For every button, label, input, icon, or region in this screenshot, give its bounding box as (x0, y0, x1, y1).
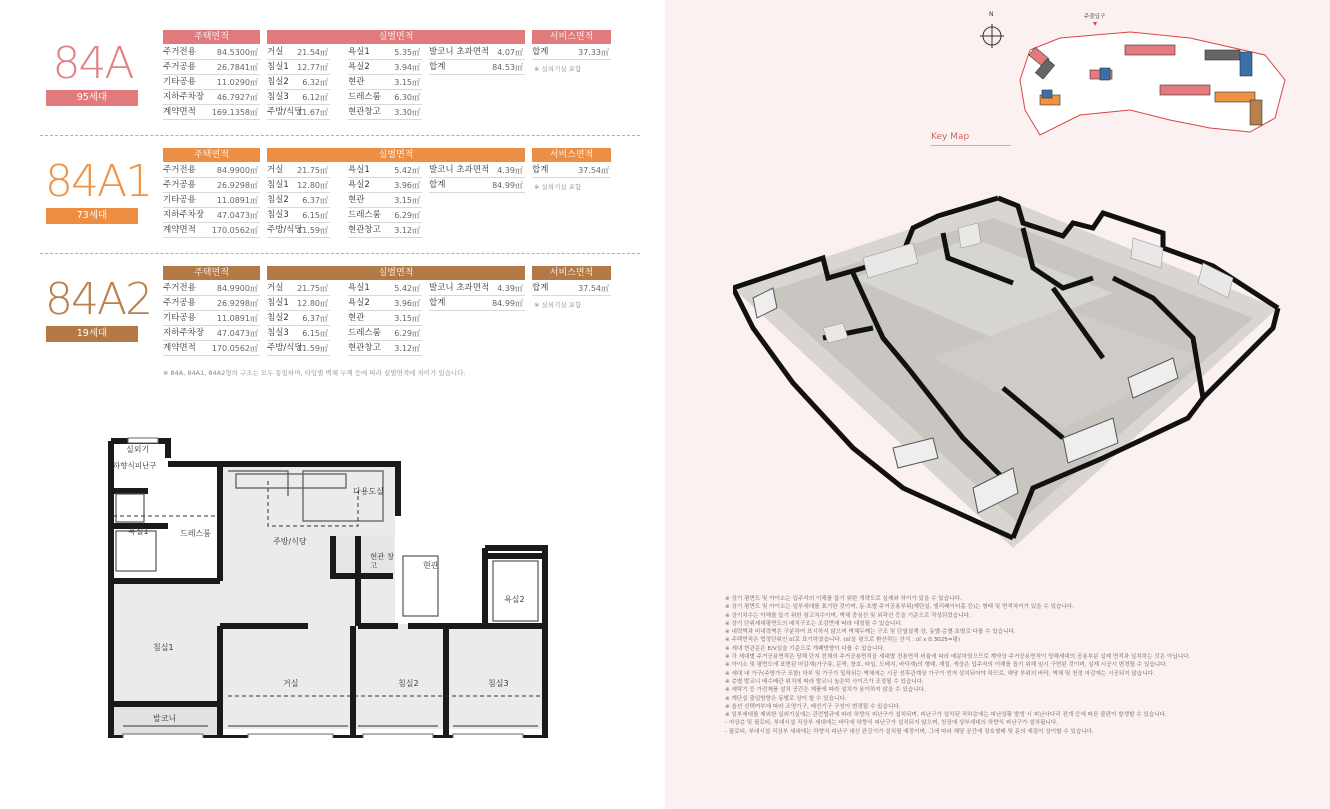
room-b-row (348, 178, 422, 193)
label-bath1: 욕실1 (128, 527, 149, 536)
room-a-label: 침실1 (267, 62, 289, 72)
label-evacuation: 하향식피난구 (113, 461, 157, 470)
room-a-row (267, 105, 330, 120)
note-line: ※ 내력벽과 비내력벽은 구분하여 표시하지 않으며 벽체두께는 구조 및 단열설계 상, 동별·층별·호별로 다를 수 있습니다. (725, 629, 1016, 636)
supply-label: 주거공용 (163, 180, 196, 190)
unit-type-name: 84A (52, 38, 133, 89)
room-a-value: 6.37㎡ (302, 314, 328, 323)
entrance-label: 주출입구 (1084, 14, 1106, 20)
key-map-title: Key Map (931, 132, 970, 142)
room-b-value: 3.15㎡ (394, 314, 420, 323)
note-line: ※ 세대 내 가구(주방가구 포함) 하부 및 가구가 밀착되는 벽체에는 시공 선후관계상 가구가 먼저 설치되어야 하므로, 해당 부위의 바닥, 벽체 및 천정 마감재는 시공되지 않습니다. (725, 670, 1155, 677)
room-b-value: 6.29㎡ (394, 329, 420, 338)
room-a-row (267, 223, 330, 238)
room-b-label: 욕실2 (348, 62, 370, 72)
room-b-row (348, 90, 422, 105)
room-b-label: 현관창고 (348, 225, 381, 235)
service-note: ※ 실외기실 포함 (534, 183, 582, 191)
room-a-label: 주방/식당 (267, 107, 303, 117)
room-c-label: 합계 (429, 298, 446, 308)
room-b-label: 욕실1 (348, 283, 370, 293)
supply-row (163, 223, 260, 238)
room-a-row (267, 75, 330, 90)
label-entry-storage: 현관 창고 (370, 552, 395, 570)
supply-row (163, 90, 260, 105)
room-b-value: 3.15㎡ (394, 78, 420, 87)
supply-label: 지하주차장 (163, 210, 205, 220)
room-b-value: 3.96㎡ (394, 299, 420, 308)
room-b-value: 5.35㎡ (394, 48, 420, 57)
supply-label: 기타공용 (163, 77, 196, 87)
households-badge: 19세대 (46, 326, 138, 342)
note-line: ※ 주택면적은 법정단위인 ㎡로 표기하였습니다. (㎡을 평으로 환산하는 산식 : ㎡ x 0.3025=평) (725, 637, 961, 644)
supply-value: 84.5300㎡ (216, 48, 258, 57)
room-c-value: 84.53㎡ (492, 63, 523, 72)
room-a-value: 11.59㎡ (297, 344, 328, 353)
room-b-label: 욕실1 (348, 165, 370, 175)
isometric-view (733, 188, 1293, 558)
note-line: ※ 상기치수는 이해를 돕기 위한 참고치수이며, 벽체 중심선 및 외곽선 등을 기준으로 작성되었습니다. (725, 612, 971, 619)
room-a-label: 침실3 (267, 92, 289, 102)
room-c-row (429, 45, 525, 60)
note-line: - 필로티, 부대시설 직상부 세대에는 하향식 피난구 대신 완강기가 설치될 예정이며, 그에 따라 해당 공간에 장호형태 및 문의 재질이 상이할 수 있습니다. (725, 728, 1094, 735)
supply-value: 11.0891㎡ (216, 196, 258, 205)
room-c-label: 발코니 초과면적 (429, 47, 490, 57)
header-supply: 주택면적 (163, 266, 260, 280)
room-b-label: 드레스룸 (348, 92, 381, 102)
supply-row (163, 193, 260, 208)
room-b-row (348, 311, 422, 326)
room-c-value: 4.07㎡ (497, 48, 523, 57)
room-b-label: 욕실2 (348, 180, 370, 190)
label-kitchen: 주방/식당 (273, 537, 307, 546)
room-a-row (267, 341, 330, 356)
room-a-value: 12.80㎡ (297, 299, 328, 308)
room-c-value: 4.39㎡ (497, 284, 523, 293)
supply-row (163, 60, 260, 75)
room-a-label: 침실1 (267, 298, 289, 308)
room-a-value: 11.59㎡ (297, 226, 328, 235)
room-a-label: 거실 (267, 165, 284, 175)
room-a-row (267, 45, 330, 60)
room-a-row (267, 60, 330, 75)
note-line: ※ 아이소 및 평면도에 표현된 마감재(가구류, 문짝, 창호, 타일, 도배지, 바닥재)의 형태, 재질, 색상은 입주자의 이해를 돕기 위해 임시 구현된 것이며, 실제 시공시 변경될 수 있습니다. (725, 662, 1168, 669)
room-a-label: 침실3 (267, 328, 289, 338)
key-map (930, 10, 1310, 150)
note-line: ※ 상기 평면도 및 아이소는 일부세대를 표기한 것이며, 동·호별 주거공용부위(계단실, 엘리베이터홀 등)는 형태 및 면적차이가 있을 수 있습니다. (725, 604, 1074, 611)
room-a-label: 침실2 (267, 313, 289, 323)
room-a-row (267, 163, 330, 178)
supply-label: 계약면적 (163, 107, 196, 117)
header-room: 실별면적 (267, 30, 525, 44)
room-b-row (348, 193, 422, 208)
header-supply: 주택면적 (163, 148, 260, 162)
room-c-row (429, 296, 525, 311)
room-b-label: 현관창고 (348, 343, 381, 353)
label-utility: 다용도실 (353, 487, 384, 496)
label-balcony: 발코니 (153, 714, 177, 723)
label-bath2: 욕실2 (504, 595, 525, 604)
room-b-label: 드레스룸 (348, 210, 381, 220)
service-label: 합계 (532, 283, 549, 293)
room-a-value: 11.67㎡ (297, 108, 328, 117)
label-dressroom: 드레스룸 (180, 529, 211, 538)
header-room: 실별면적 (267, 148, 525, 162)
unit-block (40, 30, 640, 130)
room-b-row (348, 105, 422, 120)
room-a-value: 6.15㎡ (302, 211, 328, 220)
room-b-label: 드레스룸 (348, 328, 381, 338)
supply-row (163, 178, 260, 193)
room-a-row (267, 208, 330, 223)
room-a-label: 주방/식당 (267, 343, 303, 353)
room-b-row (348, 60, 422, 75)
supply-label: 주거공용 (163, 62, 196, 72)
unit-block (40, 266, 640, 366)
notes (725, 595, 1325, 736)
room-b-value: 6.29㎡ (394, 211, 420, 220)
room-b-row (348, 208, 422, 223)
isometric-drawing (733, 188, 1293, 558)
room-b-row (348, 281, 422, 296)
supply-value: 11.0290㎡ (216, 78, 258, 87)
header-service: 서비스면적 (532, 266, 611, 280)
room-a-label: 침실1 (267, 180, 289, 190)
unit-type-name: 84A1 (45, 156, 152, 207)
supply-label: 주거전용 (163, 283, 196, 293)
key-map-drawing (930, 10, 1310, 150)
room-b-value: 3.15㎡ (394, 196, 420, 205)
label-outdoor-unit: 실외기 (126, 445, 150, 454)
note-line: ※ 세대 현관문은 E/V실을 기준으로 개폐방향이 다를 수 있습니다. (725, 645, 885, 652)
room-c-label: 발코니 초과면적 (429, 283, 490, 293)
room-a-label: 침실3 (267, 210, 289, 220)
unit-block (40, 148, 640, 248)
floor-plan (108, 436, 548, 738)
room-b-row (348, 75, 422, 90)
label-bed1: 침실1 (153, 643, 174, 652)
supply-value: 26.9298㎡ (216, 181, 258, 190)
room-c-row (429, 163, 525, 178)
supply-label: 주거전용 (163, 165, 196, 175)
note-line: ※ 옵션 선택여부에 따라 조명기구, 배선기구 구성이 변경될 수 있습니다. (725, 703, 901, 710)
supply-label: 계약면적 (163, 343, 196, 353)
supply-label: 계약면적 (163, 225, 196, 235)
supply-label: 지하주차장 (163, 92, 205, 102)
room-a-row (267, 281, 330, 296)
room-a-label: 거실 (267, 47, 284, 57)
header-service: 서비스면적 (532, 148, 611, 162)
floor-plan-drawing (108, 436, 548, 738)
room-b-value: 3.12㎡ (394, 344, 420, 353)
supply-row (163, 341, 260, 356)
note-line: ※ 계단실 출입방향은 동별로 상이 할 수 있습니다. (725, 695, 847, 702)
supply-label: 주거공용 (163, 298, 196, 308)
supply-value: 84.9900㎡ (216, 166, 258, 175)
service-row (532, 163, 611, 178)
supply-value: 47.0473㎡ (216, 329, 258, 338)
dashed-separator (40, 253, 640, 254)
room-b-row (348, 296, 422, 311)
supply-row (163, 296, 260, 311)
supply-value: 26.7841㎡ (216, 63, 258, 72)
supply-value: 11.0891㎡ (216, 314, 258, 323)
key-map-underline (931, 145, 1011, 146)
room-c-label: 발코니 초과면적 (429, 165, 490, 175)
service-label: 합계 (532, 165, 549, 175)
room-c-row (429, 178, 525, 193)
service-value: 37.54㎡ (578, 166, 609, 175)
room-a-label: 거실 (267, 283, 284, 293)
service-row (532, 281, 611, 296)
service-note: ※ 실외기실 포함 (534, 65, 582, 73)
note-line: ※ 상기 단위세대평면도의 배치구조는 조감면에 따라 대칭될 수 있습니다. (725, 620, 903, 627)
room-a-row (267, 193, 330, 208)
supply-row (163, 75, 260, 90)
room-b-label: 현관 (348, 77, 365, 87)
households-badge: 73세대 (46, 208, 138, 224)
room-a-label: 침실2 (267, 195, 289, 205)
supply-row (163, 163, 260, 178)
room-b-label: 현관 (348, 313, 365, 323)
supply-value: 170.0562㎡ (211, 226, 258, 235)
supply-row (163, 45, 260, 60)
room-a-value: 21.75㎡ (297, 284, 328, 293)
room-b-value: 5.42㎡ (394, 166, 420, 175)
room-a-value: 21.75㎡ (297, 166, 328, 175)
room-b-row (348, 326, 422, 341)
header-service: 서비스면적 (532, 30, 611, 44)
service-label: 합계 (532, 47, 549, 57)
room-a-row (267, 90, 330, 105)
room-b-label: 욕실2 (348, 298, 370, 308)
label-entry: 현관 (423, 561, 439, 570)
room-c-label: 합계 (429, 180, 446, 190)
room-a-value: 12.77㎡ (297, 63, 328, 72)
room-b-label: 욕실1 (348, 47, 370, 57)
dashed-separator (40, 135, 640, 136)
supply-row (163, 326, 260, 341)
room-c-row (429, 281, 525, 296)
room-a-value: 6.15㎡ (302, 329, 328, 338)
supply-label: 기타공용 (163, 195, 196, 205)
service-value: 37.54㎡ (578, 284, 609, 293)
room-b-value: 3.30㎡ (394, 108, 420, 117)
room-a-value: 12.80㎡ (297, 181, 328, 190)
note-line: ※ 세탁기 등 가전제품 설치 공간은 제품에 따라 설치가 용이하지 않을 수 있습니다. (725, 687, 926, 694)
room-a-row (267, 326, 330, 341)
room-b-value: 3.12㎡ (394, 226, 420, 235)
service-value: 37.33㎡ (578, 48, 609, 57)
room-c-label: 합계 (429, 62, 446, 72)
unit-type-name: 84A2 (45, 274, 152, 325)
service-row (532, 45, 611, 60)
supply-row (163, 311, 260, 326)
room-a-row (267, 311, 330, 326)
supply-value: 84.9900㎡ (216, 284, 258, 293)
note-line: - 저상층 및 필로티, 부대시설 직상부 세대에는 바닥에 하향식 피난구가 설치되지 않으며, 천장에 상부세대의 하향식 피난구가 설치됩니다. (725, 720, 1058, 727)
room-a-row (267, 296, 330, 311)
note-line: ※ 각 세대별 주거공용면적은 당해 단지 전체의 주거공용면적을 세대별 전용면적 비율에 따라 배분하였으므로 계약상 주거공용면적이 당해세대의 공용부분 실제 면적과 일치하는 것은 아닙니다. (725, 654, 1191, 661)
supply-label: 주거전용 (163, 47, 196, 57)
room-a-label: 주방/식당 (267, 225, 303, 235)
room-a-label: 침실2 (267, 77, 289, 87)
households-badge: 95세대 (46, 90, 138, 106)
room-a-value: 21.54㎡ (297, 48, 328, 57)
supply-label: 지하주차장 (163, 328, 205, 338)
label-bed3: 침실3 (488, 679, 509, 688)
label-bed2: 침실2 (398, 679, 419, 688)
supply-row (163, 105, 260, 120)
room-b-label: 현관 (348, 195, 365, 205)
supply-value: 26.9298㎡ (216, 299, 258, 308)
label-living: 거실 (283, 679, 299, 688)
right-page (665, 0, 1330, 809)
room-b-row (348, 45, 422, 60)
supply-value: 46.7927㎡ (216, 93, 258, 102)
room-a-value: 6.37㎡ (302, 196, 328, 205)
room-b-value: 3.96㎡ (394, 181, 420, 190)
table-note: ※ 84A, 84A1, 84A2형의 구조는 모두 동일하며, 타입별 벽체 두께 등에 따라 실별면적에 차이가 있습니다. (163, 369, 466, 377)
room-b-label: 현관창고 (348, 107, 381, 117)
north-label: N (989, 11, 994, 18)
supply-value: 170.0562㎡ (211, 344, 258, 353)
supply-value: 47.0473㎡ (216, 211, 258, 220)
room-b-row (348, 163, 422, 178)
room-c-value: 4.39㎡ (497, 166, 523, 175)
note-line: ※ 상기 평면도 및 아이소는 입주자의 이해를 돕기 위한 개략도로 실제와 차이가 있을 수 있습니다. (725, 596, 962, 602)
room-a-row (267, 178, 330, 193)
header-supply: 주택면적 (163, 30, 260, 44)
note-line: ※ 일부세대를 제외한 실외기실에는 관련법규에 따라 하향식 피난구가 설치되며, 피난구가 설치된 직하층에는 피난상황 발생 시 피난사다리 전개 등에 따른 불편이 발생할 수 있습니다. (725, 712, 1167, 719)
supply-row (163, 208, 260, 223)
supply-row (163, 281, 260, 296)
supply-value: 169.1358㎡ (211, 108, 258, 117)
service-note: ※ 실외기실 포함 (534, 301, 582, 309)
supply-label: 기타공용 (163, 313, 196, 323)
room-a-value: 6.32㎡ (302, 78, 328, 87)
room-b-value: 5.42㎡ (394, 284, 420, 293)
room-b-row (348, 341, 422, 356)
note-line: ※ 층별 발코니 배수배관 위치에 따라 발코니 높은턱 사이즈가 조정될 수 있습니다. (725, 678, 924, 685)
room-c-value: 84.99㎡ (492, 181, 523, 190)
room-c-row (429, 60, 525, 75)
room-b-row (348, 223, 422, 238)
room-b-value: 6.30㎡ (394, 93, 420, 102)
room-a-value: 6.12㎡ (302, 93, 328, 102)
room-c-value: 84.99㎡ (492, 299, 523, 308)
header-room: 실별면적 (267, 266, 525, 280)
room-b-value: 3.94㎡ (394, 63, 420, 72)
